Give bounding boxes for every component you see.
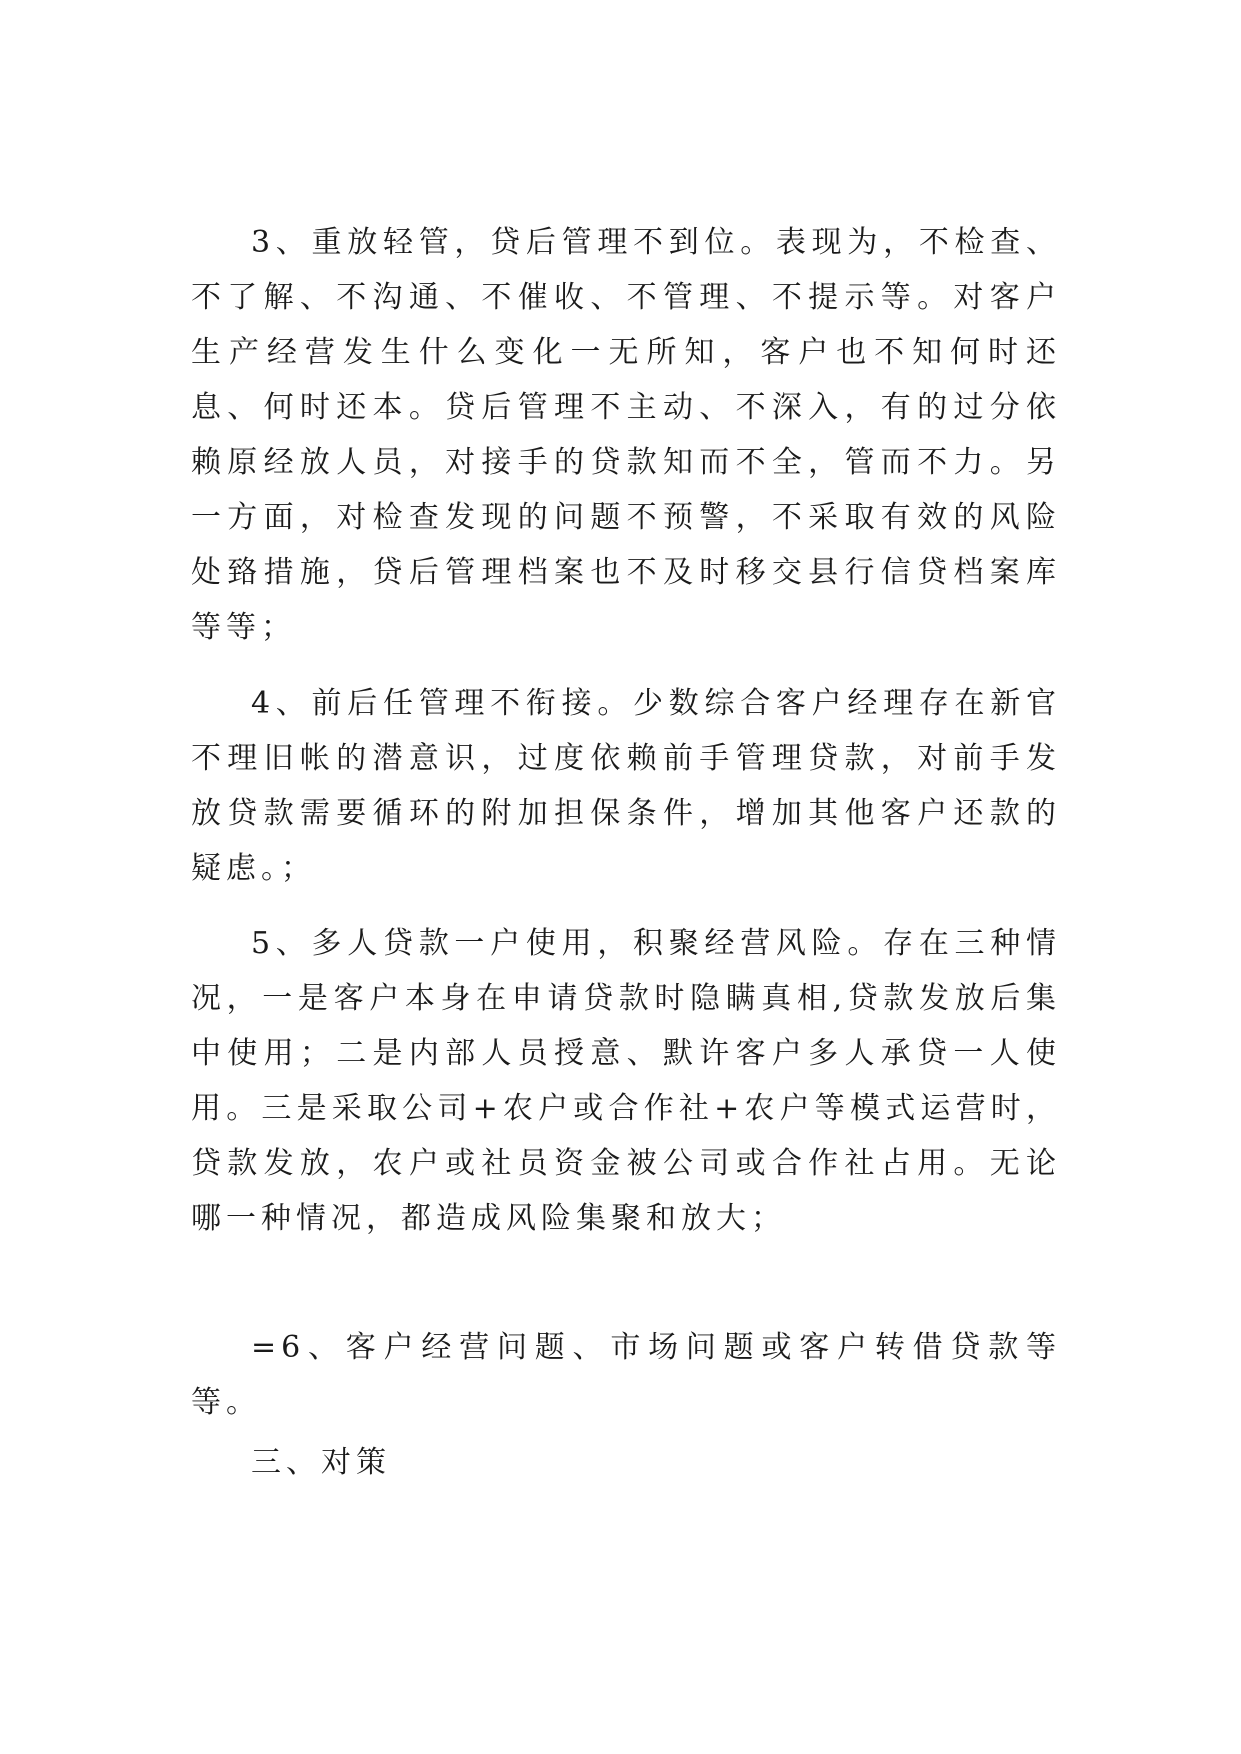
- paragraph-5: 5、多人贷款一户使用，积聚经营风险。存在三种情况，一是客户本身在申请贷款时隐瞒真相,贷款发放后集中使用；二是内部人员授意、默许客户多人承贷一人使用。三是采取公司+农户或合作社+农户等模式运营时，贷款发放，农户或社员资金被公司或合作社占用。无论哪一种情况，都造成风险集聚和放大；: [191, 926, 1061, 1236]
- paragraph-4: 4、前后任管理不衔接。少数综合客户经理存在新官不理旧帐的潜意识，过度依赖前手管理贷款，对前手发放贷款需要循环的附加担保条件，增加其他客户还款的疑虑。；: [191, 686, 1061, 886]
- paragraph-6: =6、客户经营问题、市场问题或客户转借贷款等等。: [191, 1330, 1061, 1420]
- section-heading: 三、对策: [251, 1445, 391, 1480]
- paragraph-3: 3、重放轻管，贷后管理不到位。表现为，不检查、不了解、不沟通、不催收、不管理、不提示等。对客户生产经营发生什么变化一无所知，客户也不知何时还息、何时还本。贷后管理不主动、不深入，有的过分依赖原经放人员，对接手的贷款知而不全，管而不力。另一方面，对检查发现的问题不预警，不采取有效的风险处臵措施，贷后管理档案也不及时移交县行信贷档案库等等；: [191, 225, 1061, 645]
